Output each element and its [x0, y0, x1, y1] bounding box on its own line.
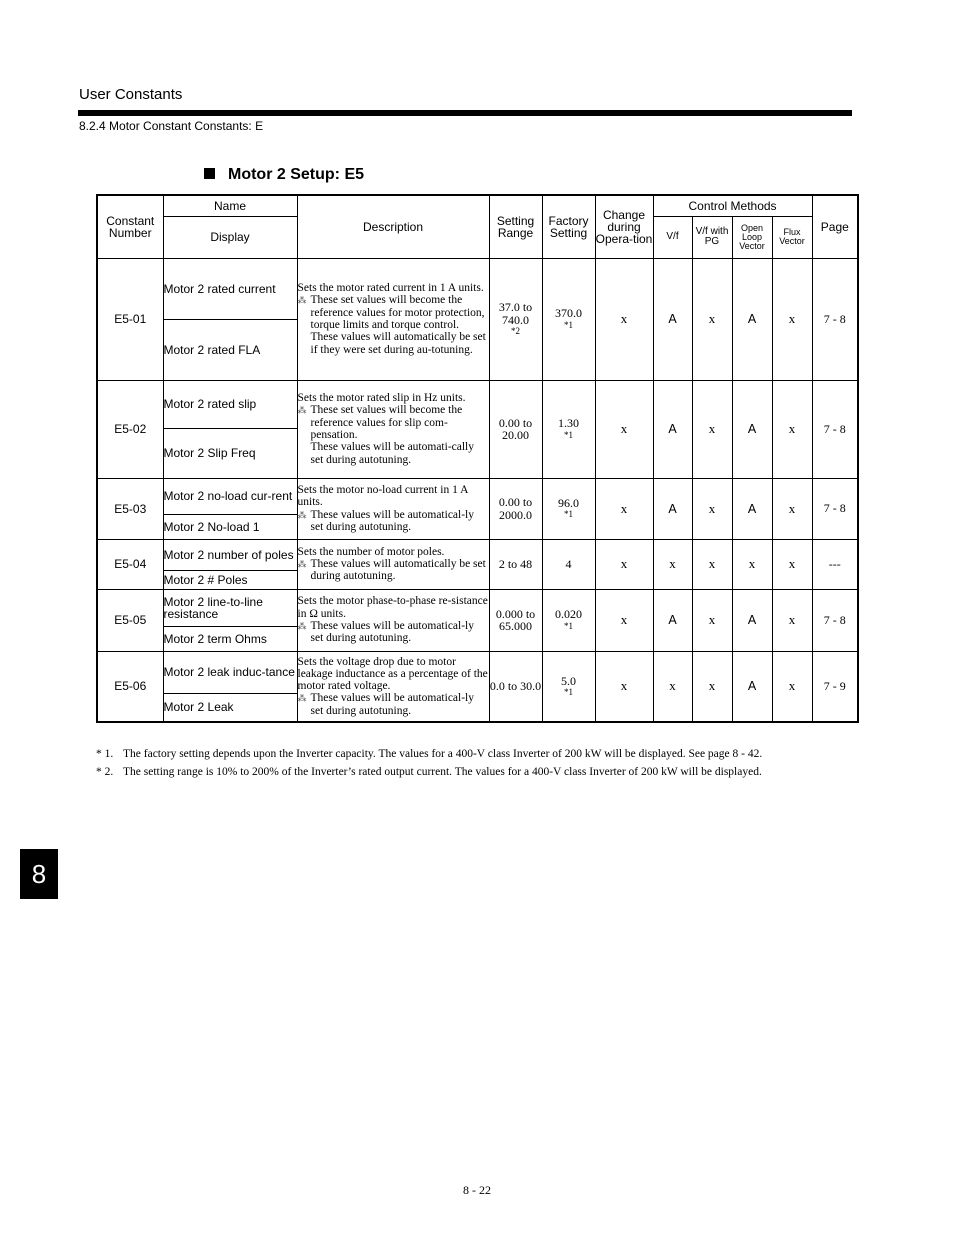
setting-range	[489, 380, 542, 478]
header-setting-range: Setting Range	[489, 195, 542, 258]
header-flux-vector: Flux Vector	[772, 216, 812, 258]
method-open-loop-vector: A	[732, 258, 772, 380]
footnote	[96, 766, 776, 779]
description-note	[298, 558, 489, 583]
factory-setting-note: *1	[564, 319, 573, 330]
factory-setting-value: 96.0	[558, 495, 579, 510]
factory-setting-note: *1	[564, 429, 573, 440]
footnote-text: The factory setting depends upon the Inverter capacity. The values for a 400-V class Inverter of 200 kW will be displayed. See page 8 - 42.	[123, 748, 763, 760]
description-note-text: These values will be automatical-ly set during autotuning.	[310, 508, 474, 533]
description-note	[298, 404, 489, 441]
description-main: Sets the motor phase-to-phase re-sistance in Ω units.	[297, 595, 488, 620]
factory-setting-value: 5.0	[561, 673, 576, 688]
constant-description	[297, 589, 489, 651]
constant-number: E5-02	[97, 380, 163, 478]
factory-setting-note: *1	[564, 687, 573, 697]
method-vf: A	[653, 380, 692, 478]
reference-page: 7 - 8	[812, 380, 858, 478]
table-row	[97, 589, 858, 626]
constant-name: Motor 2 line-to-line resistance	[163, 589, 297, 626]
table-row	[97, 539, 858, 570]
constant-display: Motor 2 # Poles	[163, 570, 297, 589]
factory-setting	[542, 380, 595, 478]
method-flux-vector: x	[772, 258, 812, 380]
description-note	[298, 509, 489, 534]
footnote	[96, 748, 776, 761]
description-main: Sets the motor rated current in 1 A units.	[297, 282, 484, 295]
factory-setting	[542, 589, 595, 651]
header-rule	[78, 110, 852, 116]
reference-page: 7 - 9	[812, 651, 858, 722]
change-during-operation: x	[595, 380, 653, 478]
asterisk-icon: ⁂	[297, 693, 306, 704]
page-header-title: User Constants	[79, 86, 183, 103]
constant-number: E5-01	[97, 258, 163, 380]
description-note-text: These set values will become the reference values for slip com-pensation.	[310, 404, 463, 441]
method-vf-pg: x	[692, 589, 732, 651]
factory-setting-value: 1.30	[558, 416, 579, 431]
header-display: Display	[163, 216, 297, 258]
constant-name: Motor 2 rated slip	[163, 380, 297, 428]
constant-name: Motor 2 number of poles	[163, 539, 297, 570]
description-note	[298, 692, 489, 717]
header-description: Description	[297, 195, 489, 258]
header-constant-number: Constant Number	[97, 195, 163, 258]
setting-range-value: 2 to 48	[498, 556, 533, 571]
setting-range	[489, 478, 542, 539]
constant-description	[297, 380, 489, 478]
reference-page: 7 - 8	[812, 478, 858, 539]
setting-range-note: *2	[511, 326, 520, 336]
change-during-operation: x	[595, 478, 653, 539]
method-vf-pg: x	[692, 539, 732, 589]
factory-setting-note: *1	[564, 509, 573, 520]
method-vf-pg: x	[692, 258, 732, 380]
description-main: Sets the voltage drop due to motor leakage inductance as a percentage of the motor rated voltage.	[297, 655, 488, 693]
change-during-operation: x	[595, 258, 653, 380]
asterisk-icon: ⁂	[297, 558, 306, 569]
change-during-operation: x	[595, 651, 653, 722]
description-note-2: These values will be automati-cally set during autotuning.	[310, 441, 474, 466]
method-open-loop-vector: A	[732, 478, 772, 539]
header-factory-setting: Factory Setting	[542, 195, 595, 258]
constant-display: Motor 2 Slip Freq	[163, 428, 297, 478]
factory-setting	[542, 478, 595, 539]
section-heading	[204, 166, 364, 184]
factory-setting-value: 0.020	[555, 607, 582, 622]
description-main: Sets the motor no-load current in 1 A units.	[297, 483, 468, 509]
setting-range-value: 37.0 to 740.0	[498, 300, 533, 327]
asterisk-icon: ⁂	[297, 295, 306, 306]
motor2-setup-table	[96, 194, 859, 723]
table-row	[97, 478, 858, 514]
constant-display: Motor 2 rated FLA	[163, 319, 297, 380]
factory-setting	[542, 651, 595, 722]
header-control-methods: Control Methods	[653, 195, 812, 216]
method-flux-vector: x	[772, 651, 812, 722]
constant-description	[297, 478, 489, 539]
method-open-loop-vector: A	[732, 380, 772, 478]
method-vf-pg: x	[692, 651, 732, 722]
method-open-loop-vector: x	[732, 539, 772, 589]
section-heading-text: Motor 2 Setup: E5	[228, 166, 365, 183]
factory-setting-value: 370.0	[555, 306, 582, 321]
method-vf: x	[653, 651, 692, 722]
constant-name: Motor 2 no-load cur-rent	[163, 478, 297, 514]
reference-page: ---	[812, 539, 858, 589]
table-row	[97, 258, 858, 319]
factory-setting-value: 4	[565, 556, 572, 571]
factory-setting	[542, 258, 595, 380]
method-vf-pg: x	[692, 380, 732, 478]
header-page: Page	[812, 195, 858, 258]
description-note-text: These values will automatically be set during autotuning.	[310, 557, 486, 583]
method-vf: x	[653, 539, 692, 589]
method-vf: A	[653, 478, 692, 539]
setting-range-value: 0.000 to 65.000	[495, 606, 536, 633]
header-change-during-operation: Change during Opera-tion	[595, 195, 653, 258]
constant-name: Motor 2 rated current	[163, 258, 297, 319]
description-note-2: These values will automatically be set if they were set during au-totuning.	[310, 331, 486, 356]
constant-number: E5-04	[97, 539, 163, 589]
header-vf-with-pg: V/f with PG	[692, 216, 732, 258]
table-row	[97, 380, 858, 428]
setting-range-value: 0.00 to 2000.0	[498, 495, 533, 522]
setting-range	[489, 589, 542, 651]
method-flux-vector: x	[772, 539, 812, 589]
reference-page: 7 - 8	[812, 258, 858, 380]
constant-number: E5-05	[97, 589, 163, 651]
constant-display: Motor 2 Leak	[163, 693, 297, 722]
method-vf: A	[653, 589, 692, 651]
table-row	[97, 651, 858, 693]
description-note-text: These values will be automatical-ly set during autotuning.	[310, 620, 474, 645]
constant-display: Motor 2 term Ohms	[163, 626, 297, 651]
square-bullet-icon	[204, 168, 215, 179]
footnotes	[96, 748, 776, 783]
change-during-operation: x	[595, 539, 653, 589]
constant-number: E5-03	[97, 478, 163, 539]
constant-display: Motor 2 No-load 1	[163, 514, 297, 539]
change-during-operation: x	[595, 589, 653, 651]
asterisk-icon: ⁂	[297, 509, 306, 520]
setting-range	[489, 258, 542, 380]
footnote-mark: * 2.	[96, 765, 114, 778]
description-note	[298, 294, 489, 331]
header-vf: V/f	[653, 216, 692, 258]
header-open-loop-vector: Open Loop Vector	[732, 216, 772, 258]
factory-setting-note: *1	[564, 620, 573, 631]
header-name: Name	[163, 195, 297, 216]
footnote-mark: * 1.	[96, 748, 114, 760]
description-note-text: These set values will become the reference values for motor protection, torque limits and torque control.	[310, 294, 485, 331]
description-note-text: These values will be automatical-ly set during autotuning.	[310, 692, 474, 717]
chapter-tab-marker: 8	[20, 849, 58, 899]
constant-description	[297, 258, 489, 380]
description-main: Sets the motor rated slip in Hz units.	[297, 392, 466, 405]
asterisk-icon: ⁂	[297, 621, 306, 631]
method-open-loop-vector: A	[732, 651, 772, 722]
method-vf: A	[653, 258, 692, 380]
constant-number: E5-06	[97, 651, 163, 722]
reference-page: 7 - 8	[812, 589, 858, 651]
method-flux-vector: x	[772, 478, 812, 539]
factory-setting	[542, 539, 595, 589]
page-number: 8 - 22	[463, 1183, 491, 1197]
method-open-loop-vector: A	[732, 589, 772, 651]
method-flux-vector: x	[772, 589, 812, 651]
description-main: Sets the number of motor poles.	[297, 545, 445, 558]
subsection-title: 8.2.4 Motor Constant Constants: E	[79, 119, 264, 133]
setting-range-value: 0.0 to 30.0	[489, 679, 542, 693]
description-note	[298, 620, 489, 645]
constant-description	[297, 539, 489, 589]
footnote-text: The setting range is 10% to 200% of the Inverter’s rated output current. The values for a 400-V class Inverter of 200 kW will be displayed.	[123, 765, 762, 778]
asterisk-icon: ⁂	[297, 405, 306, 416]
setting-range	[489, 539, 542, 589]
constant-description	[297, 651, 489, 722]
method-flux-vector: x	[772, 380, 812, 478]
setting-range	[489, 651, 542, 722]
setting-range-value: 0.00 to 20.00	[498, 415, 533, 442]
constant-name: Motor 2 leak induc-tance	[163, 651, 297, 693]
method-vf-pg: x	[692, 478, 732, 539]
